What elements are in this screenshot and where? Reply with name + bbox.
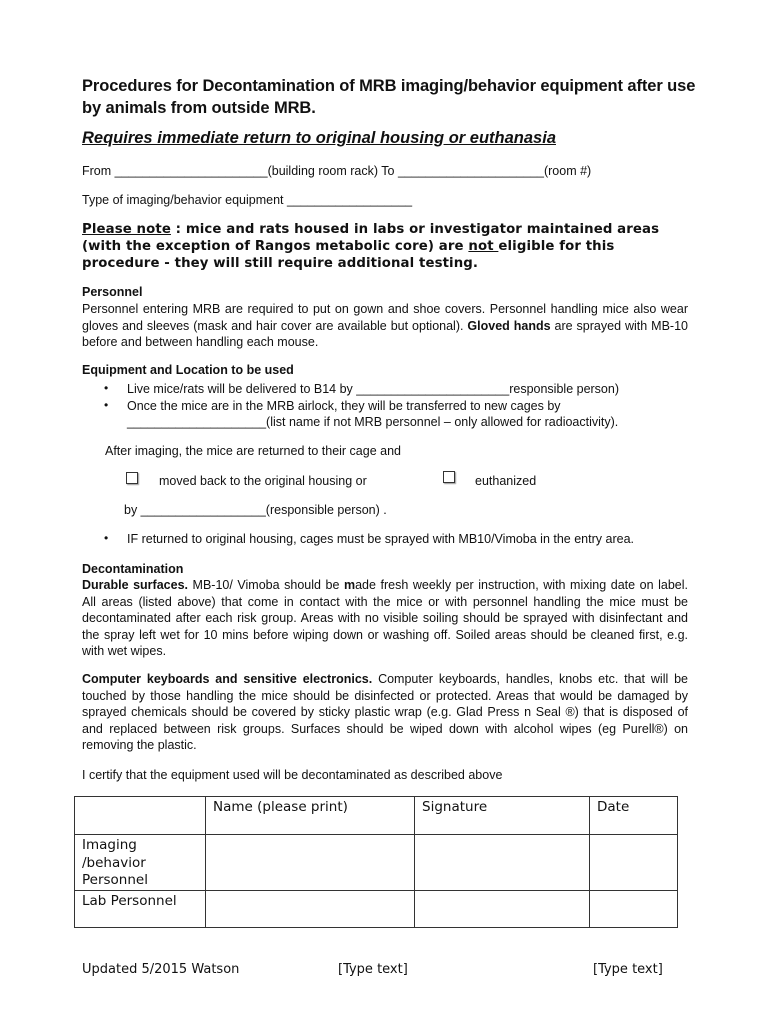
please-note-block xyxy=(82,221,702,272)
note-text: (with the exception of Rangos metabolic core) are xyxy=(82,239,469,254)
note-text: eligible for this xyxy=(498,239,615,254)
durable-surfaces-paragraph xyxy=(82,577,688,660)
equipment-type-label: Type of imaging/behavior equipment xyxy=(82,193,287,207)
footer-updated: Updated 5/2015 Watson xyxy=(82,962,240,977)
document-subtitle: Requires immediate return to original housing or euthanasia xyxy=(82,129,556,147)
header-date: Date xyxy=(590,797,678,835)
computer-text: Computer keyboards, handles, knobs etc. that will be touched by those handling the mice should be disinfected or protected. Areas that would be damaged by sprayed chemicals should be covered by sticky plastic wrap (e.g. Glad Press n Seal ®) that is disposed of and replaced between risk groups. Surfaces should be wiped down with alcohol wipes (eg Purell®) on removing the plastic. xyxy=(82,672,689,753)
to-blank[interactable]: _____________________ xyxy=(397,164,544,178)
bullet-icon: • xyxy=(104,381,109,395)
imaging-name-field[interactable] xyxy=(206,835,415,891)
bullet-icon: • xyxy=(104,531,109,545)
bullet-transfer-line2: ____________________(list name if not MRB personnel – only allowed for radioactivity). xyxy=(127,415,619,429)
after-imaging-text: After imaging, the mice are returned to their cage and xyxy=(105,444,401,458)
durable-surfaces-label: Durable surfaces. xyxy=(82,578,188,592)
header-name: Name (please print) xyxy=(206,797,415,835)
please-note-label: Please note xyxy=(82,222,171,237)
note-text: procedure - they will still require additional testing. xyxy=(82,256,479,271)
personnel-text: Personnel entering MRB are required to put on gown and shoe covers. Personnel handling mice also wear gloves and sleeves (mask and hair cover are available but optional). xyxy=(82,302,688,333)
durable-text: ade fresh weekly per instruction, with mixing date on label. All areas (listed above) that come in contact with the mice or with personnel handling the mice must be decontaminated after each risk group. Areas with no visible soiling should be sprayed with disinfectant and the spray left wet for 10 mins before wiping down or washing off. Soiled areas should be cleaned first, e.g. with wet wipes. xyxy=(82,578,688,659)
signature-table xyxy=(74,796,678,928)
imaging-signature-field[interactable] xyxy=(415,835,590,891)
from-label: From xyxy=(82,164,115,178)
table-header-row xyxy=(75,797,678,835)
header-cell-empty xyxy=(75,797,206,835)
durable-text: m xyxy=(343,578,356,592)
bullet-delivery: Live mice/rats will be delivered to B14 by ______________________responsible person) xyxy=(127,382,619,396)
personnel-text: are sprayed with MB-10 before and between handling each mouse. xyxy=(82,318,688,350)
computer-keyboards-label: Computer keyboards and sensitive electronics. xyxy=(82,672,373,686)
lab-name-field[interactable] xyxy=(206,890,415,927)
computer-keyboards-paragraph xyxy=(82,671,688,754)
document-title: Procedures for Decontamination of MRB imaging/behavior equipment after use by animals from outside MRB. xyxy=(82,77,696,117)
bullet-transfer-line1: Once the mice are in the MRB airlock, they will be transferred to new cages by xyxy=(127,399,561,413)
table-row xyxy=(75,890,678,927)
gloved-hands-emphasis: Gloved hands xyxy=(467,318,551,333)
responsible-person-line: by __________________(responsible person) . xyxy=(124,503,387,517)
option-euthanized-label: euthanized xyxy=(475,474,537,488)
from-blank[interactable]: ______________________ xyxy=(114,164,268,178)
equipment-type-line xyxy=(82,192,412,209)
decontamination-heading: Decontamination xyxy=(82,562,184,576)
footer-center-placeholder[interactable]: [Type text] xyxy=(338,962,408,977)
equipment-type-blank[interactable]: __________________ xyxy=(287,193,413,207)
lab-signature-field[interactable] xyxy=(415,890,590,927)
from-to-line xyxy=(82,163,591,180)
header-signature: Signature xyxy=(415,797,590,835)
lab-date-field[interactable] xyxy=(590,890,678,927)
checkbox-euthanized[interactable] xyxy=(443,471,455,483)
bullet-icon: • xyxy=(104,398,109,412)
personnel-heading: Personnel xyxy=(82,285,143,299)
certify-statement: I certify that the equipment used will be decontaminated as described above xyxy=(82,768,503,782)
room-label: (room #) xyxy=(543,164,592,178)
durable-text: MB-10/ Vimoba should be xyxy=(188,578,344,592)
checkbox-moved-back[interactable] xyxy=(126,472,138,484)
imaging-date-field[interactable] xyxy=(590,835,678,891)
note-not-emphasis: not xyxy=(468,239,499,254)
table-row xyxy=(75,835,678,891)
row-label-imaging: Imaging /behavior Personnel xyxy=(75,835,206,891)
footer-right-placeholder[interactable]: [Type text] xyxy=(593,962,663,977)
to-label: (building room rack) To xyxy=(267,164,398,178)
note-text: : mice and rats housed in labs or investigator maintained areas xyxy=(170,222,660,237)
row-label-lab: Lab Personnel xyxy=(75,890,206,927)
option-moved-back-label: moved back to the original housing or xyxy=(159,474,367,488)
bullet-spray-cages: IF returned to original housing, cages must be sprayed with MB10/Vimoba in the entry area. xyxy=(127,532,634,546)
personnel-paragraph xyxy=(82,301,688,351)
equipment-location-heading: Equipment and Location to be used xyxy=(82,363,294,377)
